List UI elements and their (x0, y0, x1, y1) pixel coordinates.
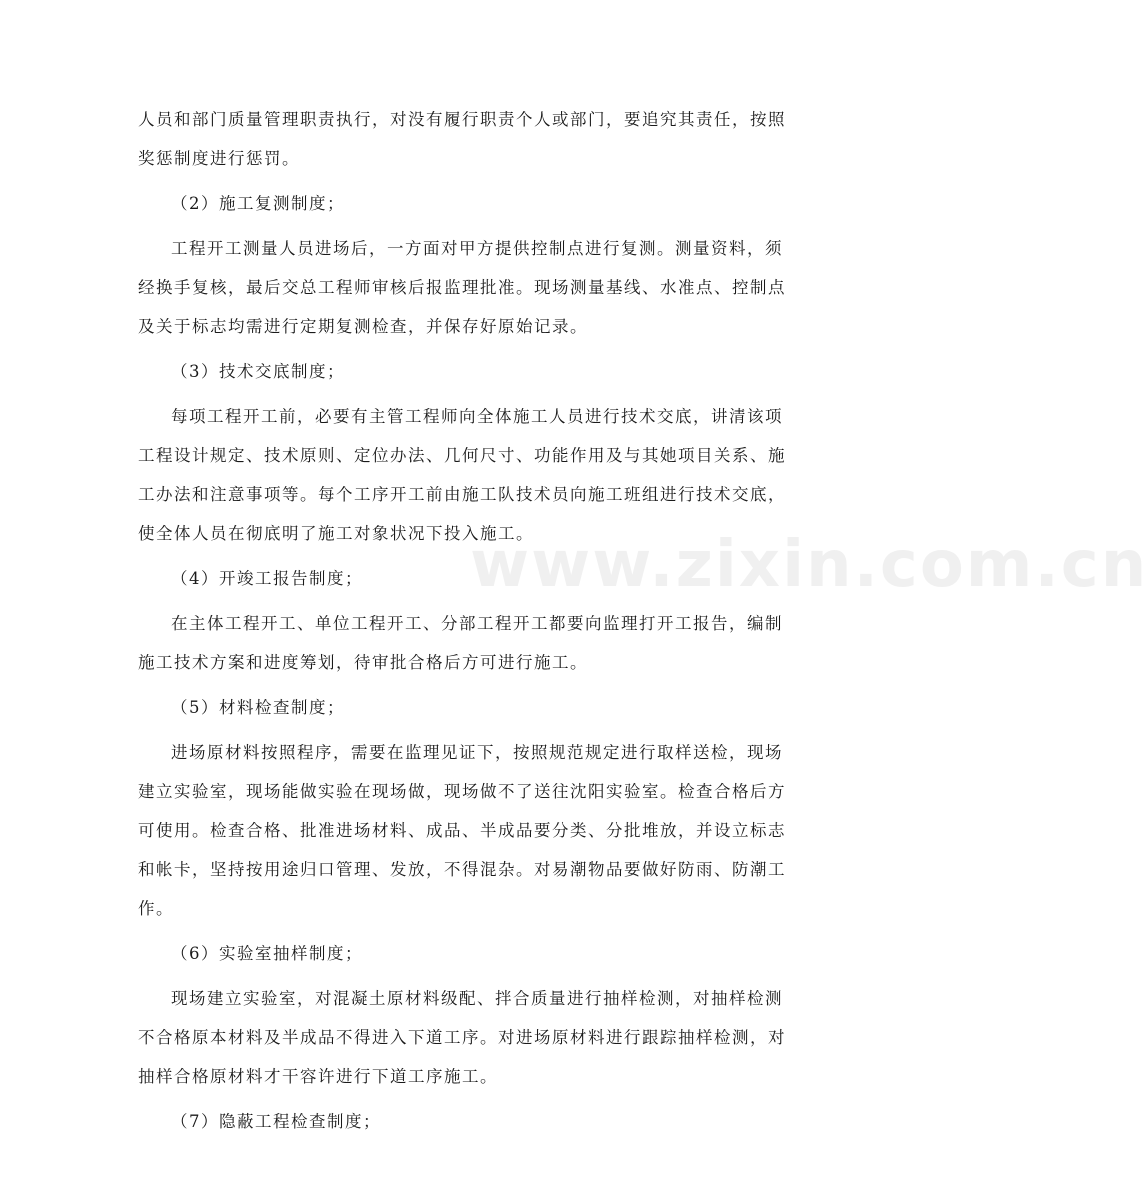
text-line: 施工技术方案和进度筹划，待审批合格后方可进行施工。 (138, 653, 588, 672)
text-line: 现场建立实验室，对混凝土原材料级配、拌合质量进行抽样检测，对抽样检测 (171, 989, 783, 1008)
paragraph (138, 229, 786, 346)
section-heading: （5）材料检查制度； (171, 698, 345, 717)
text-line: 不合格原本材料及半成品不得进入下道工序。对进场原材料进行跟踪抽样检测，对 (138, 1028, 786, 1047)
text-line: 每项工程开工前，必要有主管工程师向全体施工人员进行技术交底，讲清该项 (171, 407, 783, 426)
text-line: 工办法和注意事项等。每个工序开工前由施工队技术员向施工班组进行技术交底， (138, 485, 786, 504)
text-line: 建立实验室，现场能做实验在现场做，现场做不了送往沈阳实验室。检查合格后方 (138, 782, 786, 801)
document-body (138, 100, 786, 1141)
paragraph (138, 979, 786, 1096)
watermark: www.zixin.com.cn (470, 528, 1148, 602)
paragraph (138, 604, 786, 682)
text-line: 在主体工程开工、单位工程开工、分部工程开工都要向监理打开工报告，编制 (171, 614, 783, 633)
text-line: 工程开工测量人员进场后，一方面对甲方提供控制点进行复测。测量资料，须 (171, 239, 783, 258)
text-line: 使全体人员在彻底明了施工对象状况下投入施工。 (138, 524, 534, 543)
text-line: 进场原材料按照程序，需要在监理见证下，按照规范规定进行取样送检，现场 (171, 743, 783, 762)
section-heading: （6）实验室抽样制度； (171, 944, 363, 963)
text-line: 经换手复核，最后交总工程师审核后报监理批准。现场测量基线、水准点、控制点 (138, 278, 786, 297)
text-line: 和帐卡，坚持按用途归口管理、发放，不得混杂。对易潮物品要做好防雨、防潮工 (138, 860, 786, 879)
section-heading: （3）技术交底制度； (171, 362, 345, 381)
paragraph (138, 397, 786, 553)
text-line: 人员和部门质量管理职责执行，对没有履行职责个人或部门，要追究其责任，按照 (138, 110, 786, 129)
paragraph (138, 733, 786, 928)
text-line: 奖惩制度进行惩罚。 (138, 149, 300, 168)
paragraph-continuation (138, 100, 786, 178)
text-line: 及关于标志均需进行定期复测检查，并保存好原始记录。 (138, 317, 588, 336)
section-heading: （2）施工复测制度； (171, 194, 345, 213)
text-line: 抽样合格原材料才干容许进行下道工序施工。 (138, 1067, 498, 1086)
text-line: 工程设计规定、技术原则、定位办法、几何尺寸、功能作用及与其她项目关系、施 (138, 446, 786, 465)
text-line: 可使用。检查合格、批准进场材料、成品、半成品要分类、分批堆放，并设立标志 (138, 821, 786, 840)
text-line: 作。 (138, 899, 174, 918)
section-heading: （4）开竣工报告制度； (171, 569, 363, 588)
section-heading: （7）隐蔽工程检查制度； (171, 1112, 381, 1131)
